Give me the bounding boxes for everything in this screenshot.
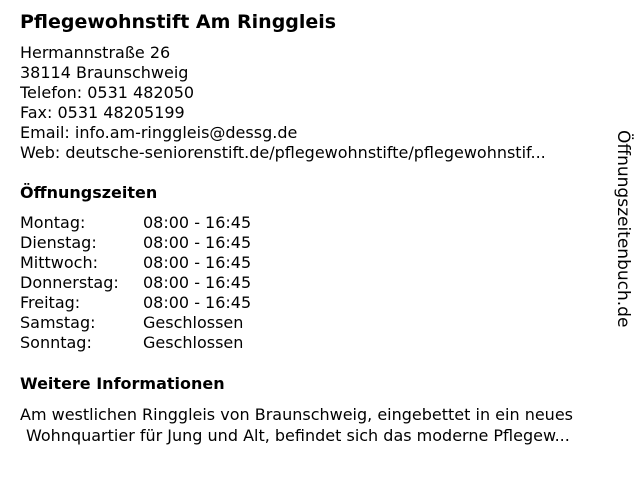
time-value: Geschlossen: [143, 333, 244, 352]
description-text: [20, 404, 620, 446]
site-watermark: Öffnungszeitenbuch.de: [613, 130, 633, 328]
web-label: Web:: [20, 143, 66, 162]
street-address: Hermannstraße 26: [20, 43, 171, 62]
email-row: [20, 123, 610, 143]
day-label: Samstag:: [20, 313, 96, 332]
web-link[interactable]: deutsche-seniorenstift.de/pflegewohnstifte/pflegewohnstif...: [65, 143, 546, 162]
day-label: Dienstag:: [20, 233, 97, 252]
time-value: 08:00 - 16:45: [143, 293, 252, 312]
web-row: [20, 143, 610, 163]
day-label: Mittwoch:: [20, 253, 98, 272]
city-address: 38114 Braunschweig: [20, 63, 189, 82]
contact-block: [20, 43, 610, 163]
time-value: Geschlossen: [143, 313, 244, 332]
phone-number[interactable]: Telefon: 0531 482050: [20, 83, 195, 102]
day-label: Montag:: [20, 213, 86, 232]
time-value: 08:00 - 16:45: [143, 253, 252, 272]
fax-number: Fax: 0531 48205199: [20, 103, 185, 122]
more-info-heading: Weitere Informationen: [20, 374, 225, 393]
opening-hours-heading: Öffnungszeiten: [20, 183, 158, 202]
day-label: Donnerstag:: [20, 273, 119, 292]
day-label: Sonntag:: [20, 333, 92, 352]
facility-name: Pflegewohnstift Am Ringgleis: [20, 11, 337, 33]
time-value: 08:00 - 16:45: [143, 233, 252, 252]
email-label: Email:: [20, 123, 75, 142]
time-value: 08:00 - 16:45: [143, 273, 252, 292]
description-line-1: Am westlichen Ringgleis von Braunschweig, eingebettet in ein neues: [20, 405, 573, 424]
email-link[interactable]: info.am-ringgleis@dessg.de: [74, 123, 298, 142]
time-value: 08:00 - 16:45: [143, 213, 252, 232]
day-label: Freitag:: [20, 293, 81, 312]
description-line-2: Wohnquartier für Jung und Alt, befindet sich das moderne Pflegew...: [26, 426, 570, 445]
